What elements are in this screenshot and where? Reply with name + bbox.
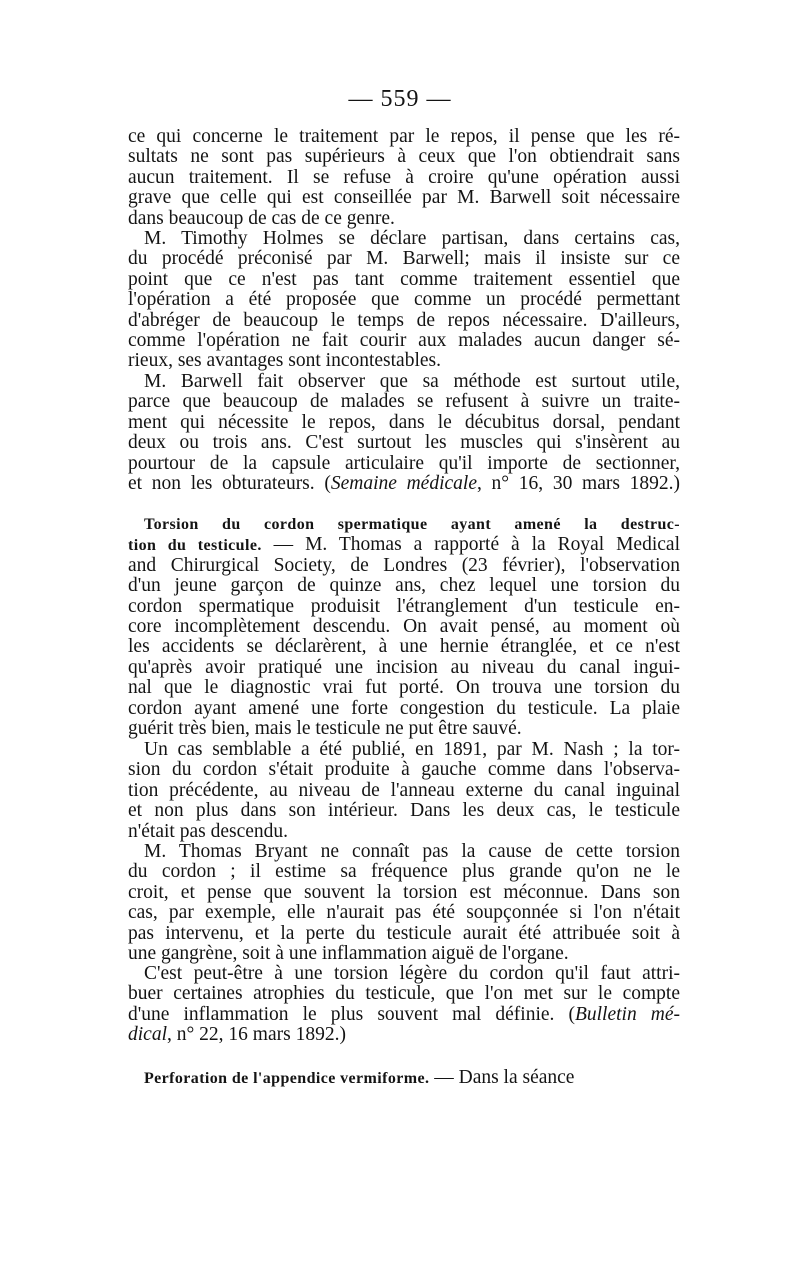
section-heading-line bbox=[128, 1068, 680, 1088]
text-line: point que ce n'est pas tant comme traitement essentiel que bbox=[128, 268, 680, 290]
text-line: guérit très bien, mais le testicule ne put être sauvé. bbox=[128, 717, 522, 739]
text-line: et non plus dans son intérieur. Dans les deux cas, le testicule bbox=[128, 800, 680, 822]
heading-continuation-line bbox=[128, 535, 680, 555]
text-line: sion du cordon s'était produite à gauche comme dans l'observa- bbox=[128, 759, 680, 781]
text-line: cordon spermatique produisit l'étranglement d'un testicule en- bbox=[128, 595, 680, 617]
text-line: croit, et pense que souvent la torsion est méconnue. Dans son bbox=[128, 881, 680, 903]
citation-line bbox=[128, 1025, 680, 1045]
paragraph-2 bbox=[128, 229, 680, 372]
text-line: aucun traitement. Il se refuse à croire qu'une opération aussi bbox=[128, 166, 680, 188]
text-line: une gangrène, soit à une inflammation aiguë de l'organe. bbox=[128, 942, 569, 964]
citation-line bbox=[128, 1005, 680, 1025]
text-line: ment qui nécessite le repos, dans le décubitus dorsal, pendant bbox=[128, 411, 680, 433]
citation-source: Semaine médicale bbox=[330, 472, 477, 494]
text-line: comme l'opération ne fait courir aux malades aucun danger sé- bbox=[128, 329, 680, 351]
text-line: du procédé préconisé par M. Barwell; mais il insiste sur ce bbox=[128, 248, 680, 270]
paragraph-bryant bbox=[128, 842, 680, 964]
text-line: core incomplètement descendu. On avait pensé, au moment où bbox=[128, 615, 680, 637]
text-line-start: — Dans la séance bbox=[429, 1067, 575, 1088]
citation-source: Bulletin mé- bbox=[574, 1003, 681, 1025]
text-line: and Chirurgical Society, de Londres (23 février), l'observation bbox=[128, 554, 680, 576]
citation-text: d'une inflammation le plus souvent mal définie. ( bbox=[128, 1003, 575, 1025]
paragraph-1 bbox=[128, 127, 680, 229]
text-line: n'était pas descendu. bbox=[128, 820, 288, 842]
citation-source: dical bbox=[128, 1024, 167, 1046]
text-line: rieux, ses avantages sont incontestables. bbox=[128, 350, 441, 372]
text-line: d'un jeune garçon de quinze ans, chez lequel une torsion du bbox=[128, 575, 680, 597]
citation-date: , n° 16, 30 mars 1892.) bbox=[476, 472, 681, 494]
text-line: M. Timothy Holmes se déclare partisan, dans certains cas, bbox=[144, 228, 680, 249]
text-line-start: — M. Thomas a rapporté à la Royal Medical bbox=[261, 534, 680, 556]
text-line: sultats ne sont pas supérieurs à ceux que l'on obtiendrait sans bbox=[128, 146, 680, 168]
text-line: les accidents se déclarèrent, à une hernie étranglée, et ce n'est bbox=[128, 636, 680, 658]
text-line: l'opération a été proposée que comme un procédé permettant bbox=[128, 289, 680, 311]
paragraph-3 bbox=[128, 372, 680, 494]
text-line: cordon ayant amené une forte congestion du testicule. La plaie bbox=[128, 697, 680, 719]
text-line: dans beaucoup de cas de ce genre. bbox=[128, 207, 395, 229]
text-line: cas, par exemple, elle n'aurait pas été soupçonnée si l'on n'était bbox=[128, 902, 680, 924]
section-torsion bbox=[128, 515, 680, 739]
text-line: deux ou trois ans. C'est surtout les muscles qui s'insèrent au bbox=[128, 432, 680, 454]
citation-text: et non les obturateurs. ( bbox=[128, 472, 331, 494]
text-line: M. Barwell fait observer que sa méthode est surtout utile, bbox=[144, 371, 680, 392]
text-line: pas intervenu, et la perte du testicule aurait été attribuée soit à bbox=[128, 922, 680, 944]
text-line: qu'après avoir pratiqué une incision au niveau du canal ingui- bbox=[128, 656, 680, 678]
paragraph-nash bbox=[128, 740, 680, 842]
section-perforation bbox=[128, 1068, 680, 1088]
text-line: parce que beaucoup de malades se refusent à suivre un traite- bbox=[128, 391, 680, 413]
text-line: pourtour de la capsule articulaire qu'il importe de sectionner, bbox=[128, 452, 680, 474]
text-line: du cordon ; il estime sa fréquence plus grande qu'on ne le bbox=[128, 861, 680, 883]
section-heading-end: tion du testicule. bbox=[128, 537, 262, 555]
citation-line bbox=[128, 474, 680, 494]
text-line: nal que le diagnostic vrai fut porté. On trouva une torsion du bbox=[128, 677, 680, 699]
citation-date: , n° 22, 16 mars 1892.) bbox=[167, 1024, 346, 1046]
text-line: M. Thomas Bryant ne connaît pas la cause de cette torsion bbox=[144, 841, 680, 862]
text-line: grave que celle qui est conseillée par M. Barwell soit nécessaire bbox=[128, 187, 680, 209]
section-heading: Perforation de l'appendice vermiforme. bbox=[144, 1070, 430, 1087]
text-line: Un cas semblable a été publié, en 1891, par M. Nash ; la tor- bbox=[144, 739, 680, 760]
text-line: tion précédente, au niveau de l'anneau externe du canal inguinal bbox=[128, 779, 680, 801]
text-line: ce qui concerne le traitement par le repos, il pense que les ré- bbox=[128, 126, 680, 147]
text-line: buer certaines atrophies du testicule, que l'on met sur le compte bbox=[128, 983, 680, 1005]
section-heading: Torsion du cordon spermatique ayant amené la destruc- bbox=[144, 516, 680, 533]
text-line: d'abréger de beaucoup le temps de repos nécessaire. D'ailleurs, bbox=[128, 309, 680, 331]
text-line: C'est peut-être à une torsion légère du cordon qu'il faut attri- bbox=[144, 963, 680, 984]
paragraph-atrophies bbox=[128, 964, 680, 1046]
page-number: — 559 — bbox=[348, 86, 452, 112]
